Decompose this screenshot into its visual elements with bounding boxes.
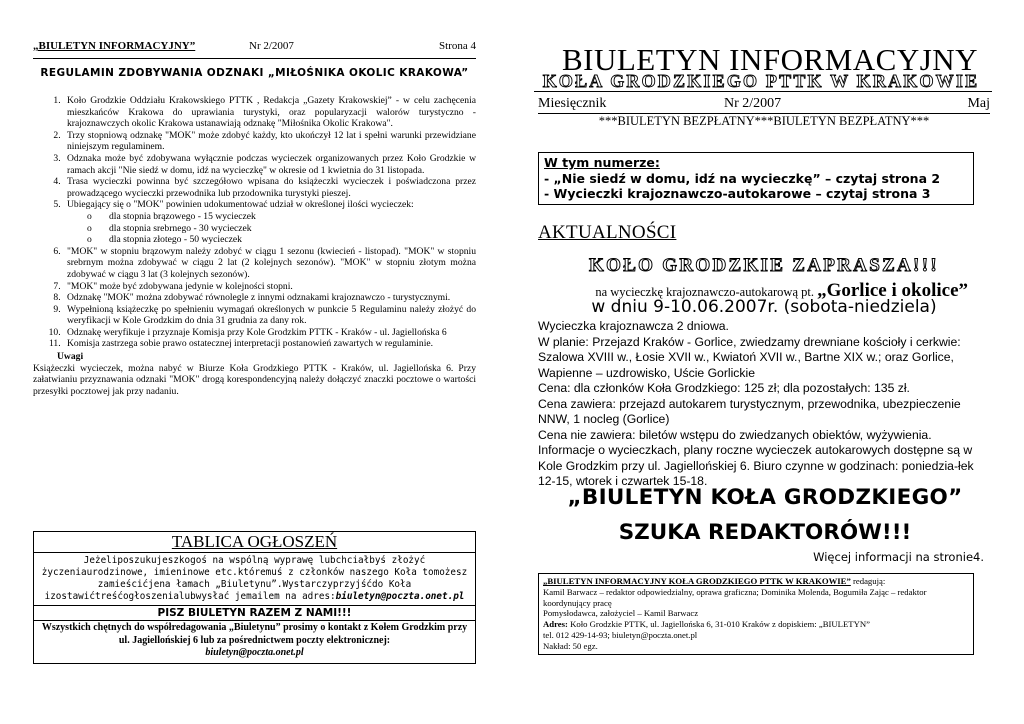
address-text: Koło Grodzkie PTTK, ul. Jagiellońska 6, 31-010 Kraków z dopiskiem: „BIULETYN” (567, 619, 871, 630)
editorial-suffix: redagują: (850, 576, 886, 586)
editorial-publication: „BIULETYN INFORMACYJNY KOŁA GRODZKIEGO PTTK W KRAKOWIE” (543, 576, 851, 586)
in-this-issue-heading: W tym numerze: (544, 155, 660, 170)
editorial-line: Pomysłodawca, założyciel – Kamil Barwacz (543, 608, 699, 619)
rule-item: 4. Trasa wycieczki powinna być szczegółowo wpisana do książeczki wycieczek i poświadczona przez prowadzącego wycieczki przewodnika lub przodownika turystyki pieszej. (63, 176, 476, 199)
publication-name: „BIULETYN INFORMACYJNY” (33, 40, 196, 52)
trip-detail: Cena zawiera: przejazd autokarem turystycznym, przewodnika, ubezpieczenie NNW, 1 nocleg (Gorlice) (538, 396, 961, 426)
rule-item: 7. "MOK" może być zdobywana jedynie w kolejności stopni. (63, 281, 476, 293)
uwagi-text: Książeczki wycieczek, można nabyć w Biurze Koła Grodzkiego PTTK - Kraków, ul. Jagiellońska 6. Przy załatwianiu przyznawania odznaki "MOK" drogą korespondencyjną należy dołączyć znaczki pocztowe o wartości przesyłki pocztowej jak przy nadaniu. (33, 362, 476, 397)
masthead-divider (534, 91, 992, 92)
news-heading: AKTUALNOŚCI (538, 222, 677, 243)
editorial-address (543, 619, 969, 630)
in-this-issue-item[interactable]: - Wycieczki krajoznawczo-autokarowe – czytaj strona 3 (544, 186, 931, 201)
free-banner: ***BIULETYN BEZPŁATNY***BIULETYN BEZPŁATNY*** (598, 114, 930, 128)
trip-dates: w dniu 9-10.06.2007r. (sobota-niedziela) (591, 297, 937, 317)
level-list (67, 211, 476, 246)
rule-item: 11. Komisja zastrzega sobie prawo ostatecznej interpretacji postanowień zawartych w regulaminie. (63, 338, 476, 350)
rule-item: 10. Odznakę weryfikuje i przyznaje Komisja przy Kole Grodzkim PTTK - Kraków - ul. Jagiellońska 6 (63, 327, 476, 339)
masthead-subtitle: KOŁA GRODZKIEGO PTTK W KRAKOWIE (542, 71, 980, 91)
announcement-board (33, 531, 476, 664)
recruit-subheadline: SZUKA REDAKTORÓW!!! (618, 520, 912, 545)
issue-bar (538, 96, 990, 114)
uwagi-heading: Uwagi (57, 351, 84, 363)
editorial-intro (543, 576, 969, 587)
publication-frequency: Miesięcznik (538, 96, 607, 111)
trip-detail: Informacje o wycieczkach, plany roczne wycieczek autokarowych dostępne są w Kole Grodzkim przy ul. Jagiellońskiej 6. Biuro czynne w godzinach: poniedzia-łek 12-15, wtorek i czwartek 15-18. (538, 443, 974, 488)
level-item: o dla stopnia srebrnego - 30 wycieczek (87, 223, 476, 235)
trip-detail: Cena nie zawiera: biletów wstępu do zwiedzanych obiektów, wyżywienia. (538, 427, 932, 442)
editorial-line: Kamil Barwacz – redaktor odpowiedzialny, oprawa graficzna; Dominika Molenda, Bogumiła Zając – redaktor koordynujący pracę (543, 586, 927, 608)
rule-text: Ubiegający się o "MOK" powinien udokumentować udział w określonej ilości wycieczek: (67, 199, 414, 211)
left-page-header (33, 38, 476, 59)
announcement-text: Jeżeliposzukujeszkogoś na wspólną wyprawę lubchciałbyś złożyć życzeniaurodzinowe, imieninowe etc.któremuś z członków naszego Koła tomożesz zamieścićjena łamach „Biuletynu”.Wystarczyprzyjśćdo Koła izostawićtreśćogłoszenialubwysłać jemailem na adres: (41, 555, 468, 602)
rule-item: 3. Odznaka może być zdobywana wyłącznie podczas wycieczek organizowanych przez Koło Grodzkie w ramach akcji "Nie siedź w domu, idź na wycieczkę" w okresie od 1 kwietnia do 31 listopada. (63, 153, 476, 176)
issue-number: Nr 2/2007 (249, 40, 294, 52)
announcement-email-link[interactable]: biuletyn@poczta.onet.pl (335, 591, 465, 602)
editorial-circulation: Nakład: 50 egz. (543, 640, 598, 651)
regulamin-body (33, 95, 476, 397)
collaboration-email-link[interactable]: biuletyn@poczta.onet.pl (205, 647, 304, 658)
level-item: o dla stopnia brązowego - 15 wycieczek (87, 211, 476, 223)
masthead-title: BIULETYN INFORMACYJNY (561, 42, 979, 77)
write-with-us-banner: PISZ BIULETYN RAZEM Z NAMI!!! (34, 606, 475, 621)
editorial-contact: tel. 012 429-14-93; biuletyn@poczta.onet.pl (543, 629, 698, 640)
trip-detail: Cena: dla członków Koła Grodzkiego: 125 zł; dla pozostałych: 135 zł. (538, 381, 910, 395)
news-headline: KOŁO GRODZKIE ZAPRASZA!!! (589, 255, 939, 276)
rule-item: 1. Koło Grodzkie Oddziału Krakowskiego PTTK , Redakcja „Gazety Krakowskiej” - w celu zachęcenia mieszkańców Krakowa do uprawiania turystyki, oraz popularyzacji walorów turystyczno - krajoznawczych okolic Krakowa ustanawiają odznakę "Miłośnika Okolic Krakowa". (63, 95, 476, 130)
collaboration-note (34, 621, 475, 663)
announcement-board-title: TABLICA OGŁOSZEŃ (34, 532, 475, 553)
recruit-more-info: Więcej informacji na stronie4. (813, 550, 984, 564)
issue-month: Maj (967, 96, 990, 111)
rule-item: 8. Odznakę "MOK" można zdobywać równolegle z innymi odznakami krajoznawczo - turystycznymi. (63, 292, 476, 304)
issue-number: Nr 2/2007 (724, 96, 782, 111)
trip-details (538, 319, 990, 490)
collaboration-text: Wszystkich chętnych do współredagowania „Biuletynu” prosimy o kontakt z Kołem Grodzkim przy ul. Jagiellońskiej 6 lub za pośrednictwem poczty elektronicznej: (41, 622, 468, 646)
recruit-headline: „BIULETYN KOŁA GRODZKIEGO” (567, 485, 963, 510)
editorial-box (538, 573, 974, 655)
trip-invitation-prefix: na wycieczkę krajoznawczo-autokarową pt. (595, 285, 814, 299)
in-this-issue-box (538, 152, 974, 205)
rule-item (63, 199, 476, 245)
rule-item: 2. Trzy stopniową odznakę "MOK" może zdobyć każdy, kto ukończył 12 lat i spełni warunki przewidziane niniejszym regulaminem. (63, 130, 476, 153)
announcement-board-body (34, 553, 475, 606)
right-page (512, 0, 1024, 724)
regulamin-title: REGULAMIN ZDOBYWANIA ODZNAKI „MIŁOŚNIKA OKOLIC KRAKOWA” (40, 67, 469, 79)
level-item: o dla stopnia złotego - 50 wycieczek (87, 234, 476, 246)
trip-name: „Gorlice i okolice” (817, 280, 968, 301)
address-label: Adres: (543, 619, 568, 630)
rule-item: 6. "MOK" w stopniu brązowym należy zdobyć w ciągu 1 sezonu (kwiecień - listopad). "MOK" w stopniu srebrnym można zdobywać w ciągu 2 lat (2 kolejnych sezonów). "MOK" w stopniu złotym można zdobywać w ciągu 3 lat (3 kolejnych sezonów). (63, 246, 476, 281)
in-this-issue-item[interactable]: - „Nie siedź w domu, idź na wycieczkę” – czytaj strona 2 (544, 170, 941, 186)
rules-list (33, 95, 476, 350)
trip-detail: Wycieczka krajoznawcza 2 dniowa. (538, 319, 729, 333)
page-number: Strona 4 (439, 40, 476, 52)
trip-detail: W planie: Przejazd Kraków - Gorlice, zwiedzamy drewniane kościoły i cerkwie: Szalowa XVIII w., Łosie XVII w., Kwiatoń XVII w., Bartne XIX w.; oraz Gorlice, Wapienne – uzdrowisko, Uście Gorlickie (538, 334, 961, 380)
rule-item: 9. Wypełnioną książeczkę po spełnieniu wymagań określonych w punkcie 5 Regulaminu należy złożyć do weryfikacji w Kole Grodzkim do dnia 31 grudnia za dany rok. (63, 304, 476, 327)
